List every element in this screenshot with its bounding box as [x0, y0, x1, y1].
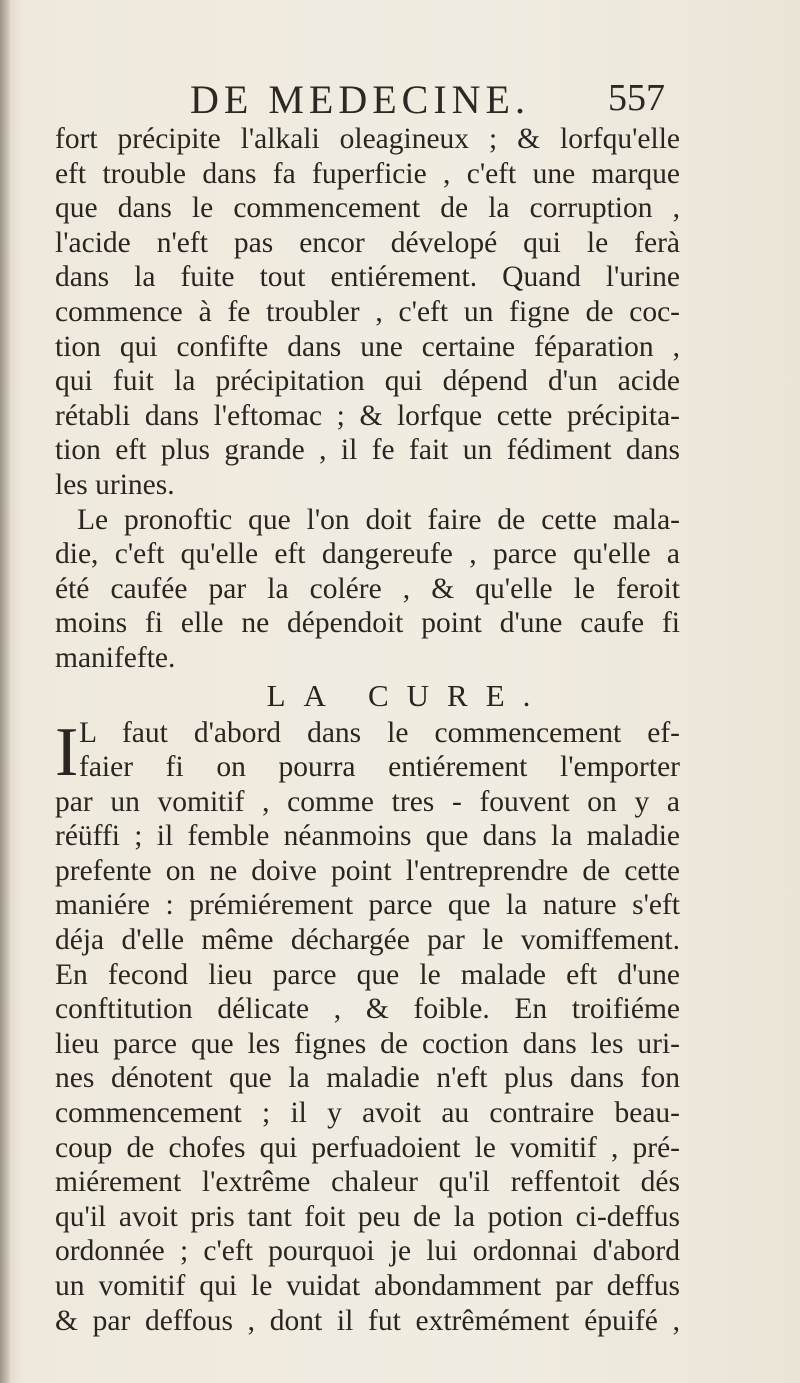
text-line: ordonnée ; c'eft pourquoi je lui ordonnai d'abord: [55, 1235, 680, 1268]
section-title: LA CURE.: [266, 677, 549, 713]
text-line: par un vomitif , comme tres - fouvent on y a: [55, 785, 680, 818]
text-line: Le pronoftic que l'on doit faire de cette mala-: [77, 503, 680, 536]
text-line: que dans le commencement de la corruption ,: [55, 192, 680, 225]
text-line: coup de chofes qui perfuadoient le vomitif , pré-: [55, 1131, 680, 1164]
text-line: fort précipite l'alkali oleagineux ; & lorfqu'elle: [55, 123, 680, 155]
text-line: qui fuit la précipitation qui dépend d'un acide: [55, 365, 680, 398]
text-line: die, c'eft qu'elle eft dangereufe , parce qu'elle a: [55, 538, 680, 571]
text-line: En fecond lieu parce que le malade eft d'une: [55, 958, 680, 991]
text-line: dans la fuite tout entiérement. Quand l'urine: [55, 261, 680, 294]
text-line: L faut d'abord dans le commencement ef-: [79, 716, 680, 749]
page-gutter-shadow: [0, 0, 10, 1383]
running-title: DE MEDECINE.: [190, 77, 530, 122]
page-header: [0, 76, 800, 120]
text-line: moins fi elle ne dépendoit point d'une caufe fi: [55, 607, 680, 640]
text-line: & par deffous , dont il fut extrêmément épuifé ,: [55, 1304, 680, 1337]
text-line: faier fi on pourra entiérement l'emporter: [79, 751, 680, 784]
text-line: tion eft plus grande , il fe fait un fédiment dans: [55, 434, 680, 467]
drop-cap: I: [55, 713, 79, 791]
text-line: nes dénotent que la maladie n'eft plus dans fon: [55, 1062, 680, 1095]
text-line: miérement l'extrême chaleur qu'il reffentoit dés: [55, 1166, 680, 1199]
text-line: les urines.: [55, 468, 175, 501]
text-line: été caufée par la colére , & qu'elle le feroit: [55, 572, 680, 605]
text-line: l'acide n'eft pas encor dévelopé qui le ferà: [55, 226, 680, 259]
text-line: commencement ; il y avoit au contraire beau-: [55, 1097, 680, 1130]
text-line: prefente on ne doive point l'entreprendre de cette: [55, 854, 680, 887]
paragraph-2: [55, 503, 680, 676]
text-line: commence à fe troubler , c'eft un figne de coc-: [55, 295, 680, 328]
text-line: tion qui confifte dans une certaine féparation ,: [55, 330, 680, 363]
paragraph-3: [55, 713, 680, 1339]
text-line: qu'il avoit pris tant foit peu de la potion ci-deffus: [55, 1200, 680, 1233]
text-line: manifefte.: [55, 641, 176, 674]
text-line: un vomitif qui le vuidat abondamment par deffus: [55, 1270, 680, 1302]
text-line: lieu parce que les fignes de coction dans les uri-: [55, 1027, 680, 1060]
text-line: conftitution délicate , & foible. En troifiéme: [55, 993, 680, 1026]
text-line: eft trouble dans fa fuperficie , c'eft une marque: [55, 157, 680, 190]
text-line: déja d'elle même déchargée par le vomiffement.: [55, 924, 680, 957]
page-number: 557: [608, 77, 665, 119]
text-line: réüffi ; il femble néanmoins que dans la maladie: [55, 820, 680, 853]
text-line: maniére : prémiérement parce que la nature s'eft: [55, 889, 680, 922]
body-text: [55, 122, 680, 1338]
text-line: rétabli dans l'eftomac ; & lorfque cette précipita-: [55, 399, 680, 432]
paragraph-1: [55, 122, 680, 503]
